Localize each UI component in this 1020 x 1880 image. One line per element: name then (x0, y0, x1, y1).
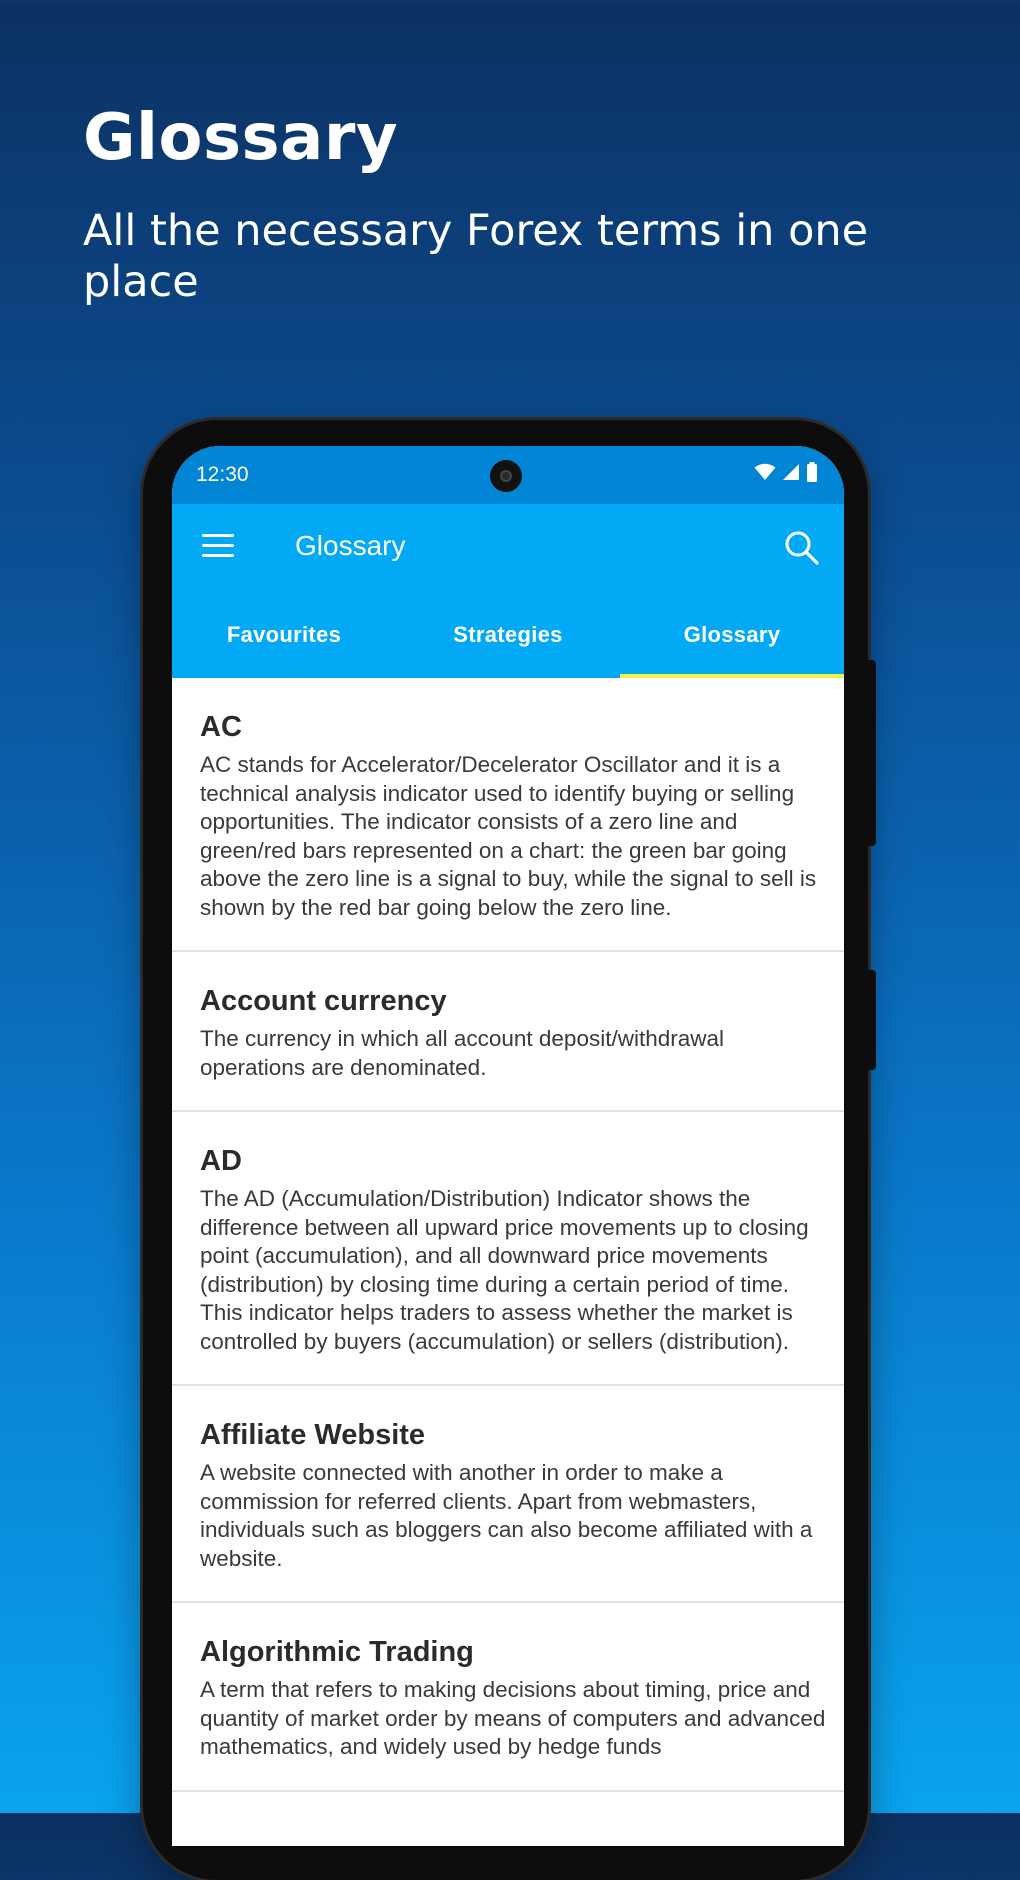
tab-strategies[interactable]: Strategies (453, 622, 563, 647)
term-title: Account currency (200, 985, 447, 1017)
status-icons (754, 462, 818, 487)
term-title: AD (200, 1145, 242, 1177)
glossary-list (172, 678, 844, 1792)
promo-title: Glossary (83, 101, 399, 175)
term-title: Affiliate Website (200, 1419, 426, 1451)
term-title: Algorithmic Trading (200, 1636, 474, 1668)
front-camera (490, 460, 522, 492)
signal-icon (782, 463, 800, 486)
list-item[interactable] (172, 1386, 844, 1603)
app-title: Glossary (295, 530, 406, 561)
phone-volume-button (868, 660, 876, 846)
term-description: The AD (Accumulation/Distribution) Indicator shows the difference between all upward price movements up to closing point (accumulation), and all downward price movements (distribution) by closing time during a certain period of time. This indicator helps traders to assess whether the market is controlled by buyers (accumulation) or sellers (distribution). (200, 1186, 809, 1354)
tab-favourites[interactable]: Favourites (226, 622, 342, 647)
term-description: The currency in which all account deposit/withdrawal operations are denominated. (200, 1026, 725, 1080)
menu-icon[interactable] (202, 534, 234, 560)
status-time: 12:30 (196, 463, 249, 486)
list-item[interactable] (172, 952, 844, 1112)
tab-glossary[interactable]: Glossary (620, 592, 844, 678)
term-description: A website connected with another in order to make a commission for referred clients. Apart from webmasters, individuals such as bloggers can also become affiliated with a website. (200, 1460, 813, 1571)
term-title: AC (200, 711, 242, 743)
status-bar (172, 446, 844, 504)
search-icon[interactable] (782, 528, 822, 568)
battery-icon (806, 462, 818, 487)
term-description: AC stands for Accelerator/Decelerator Oscillator and it is a technical analysis indicator used to identify buying or selling opportunities. The indicator consists of a zero line and green/red bars represented on a chart: the green bar going above the zero line is a signal to buy, while the signal to sell is shown by the red bar going below the zero line. (200, 752, 817, 920)
list-item[interactable] (172, 1112, 844, 1386)
term-description: A term that refers to making decisions about timing, price and quantity of market order by means of computers and advanced mathematics, and widely used by hedge funds (200, 1677, 826, 1759)
list-item[interactable] (172, 678, 844, 952)
app-bar (172, 504, 844, 592)
phone-screen (172, 446, 844, 1846)
wifi-icon (754, 463, 776, 486)
tab-bar (172, 592, 844, 678)
list-item[interactable] (172, 1603, 844, 1792)
promo-subtitle: All the necessary Forex terms in one place (83, 206, 869, 307)
phone-power-button (868, 970, 876, 1070)
